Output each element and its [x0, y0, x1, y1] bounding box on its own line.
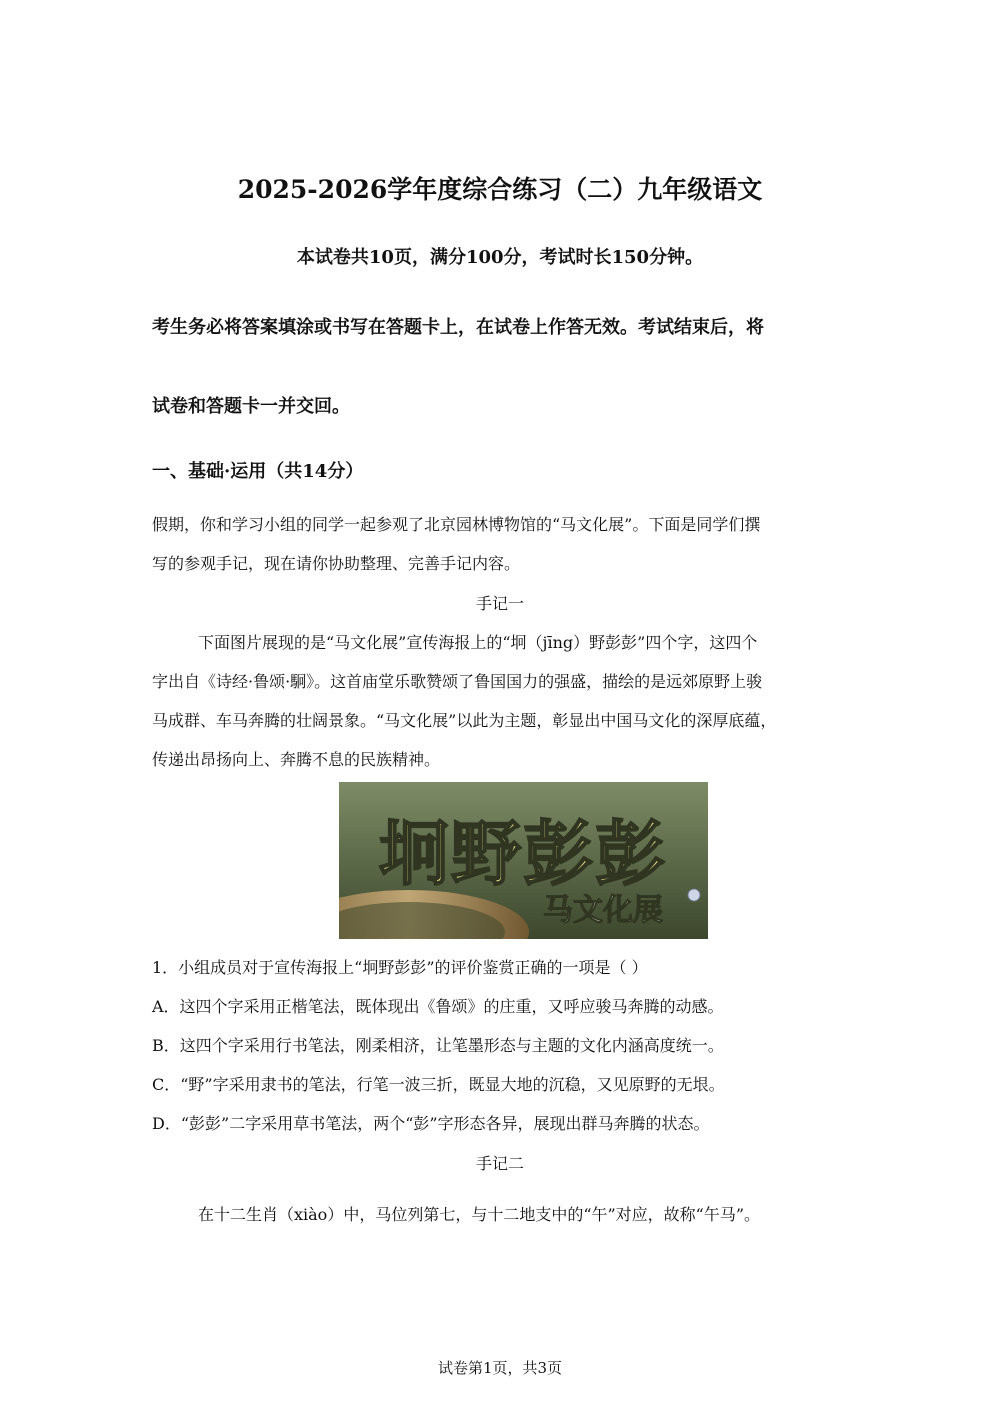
notice-line-2: 试卷和答题卡一并交回。	[152, 396, 350, 417]
poster-subtitle: 马文化展	[543, 893, 663, 928]
exhibition-poster	[339, 782, 708, 939]
note2-line: 在十二生肖（xiào）中，马位列第七，与十二地支中的“午”对应，故称“午马”。	[198, 1205, 761, 1224]
flower-icon	[688, 889, 700, 901]
page-title: 2025-2026学年度综合练习（二）九年级语文	[237, 175, 763, 204]
section-heading: 一、基础·运用（共14分）	[152, 461, 364, 482]
poster-calligraphy: 坰野彭彭	[379, 812, 667, 895]
option-d: D．“彭彭”二字采用草书笔法，两个“彭”字形态各异，展现出群马奔腾的状态。	[152, 1114, 710, 1133]
option-c: C．“野”字采用隶书的笔法，行笔一波三折，既显大地的沉稳，又见原野的无垠。	[152, 1075, 725, 1094]
note1-title: 手记一	[475, 594, 524, 613]
option-b: B．这四个字采用行书笔法，刚柔相济，让笔墨形态与主题的文化内涵高度统一。	[152, 1036, 724, 1055]
option-a: A．这四个字采用正楷笔法，既体现出《鲁颂》的庄重，又呼应骏马奔腾的动感。	[152, 997, 724, 1016]
notice-line-1: 考生务必将答案填涂或书写在答题卡上，在试卷上作答无效。考试结束后，将	[152, 317, 764, 338]
note2-title: 手记二	[475, 1154, 524, 1173]
intro-line-2: 写的参观手记，现在请你协助整理、完善手记内容。	[152, 554, 521, 573]
question-1-stem: 1．小组成员对于宣传海报上“坰野彭彭”的评价鉴赏正确的一项是（ ）	[152, 958, 648, 977]
page-footer: 试卷第1页，共3页	[437, 1359, 563, 1377]
poster-image	[339, 782, 708, 939]
note1-line: 传递出昂扬向上、奔腾不息的民族精神。	[152, 750, 441, 769]
intro-line-1: 假期，你和学习小组的同学一起参观了北京园林博物馆的“马文化展”。下面是同学们撰	[152, 515, 761, 534]
note1-line: 下面图片展现的是“马文化展”宣传海报上的“坰（jīng）野彭彭”四个字，这四个	[198, 633, 758, 652]
note1-line: 字出自《诗经·鲁颂·駉》。这首庙堂乐歌赞颂了鲁国国力的强盛，描绘的是远郊原野上骏	[152, 672, 763, 691]
note1-line: 马成群、车马奔腾的壮阔景象。“马文化展”以此为主题，彰显出中国马文化的深厚底蕴，	[152, 711, 777, 730]
exam-info: 本试卷共10页，满分100分，考试时长150分钟。	[296, 247, 704, 268]
